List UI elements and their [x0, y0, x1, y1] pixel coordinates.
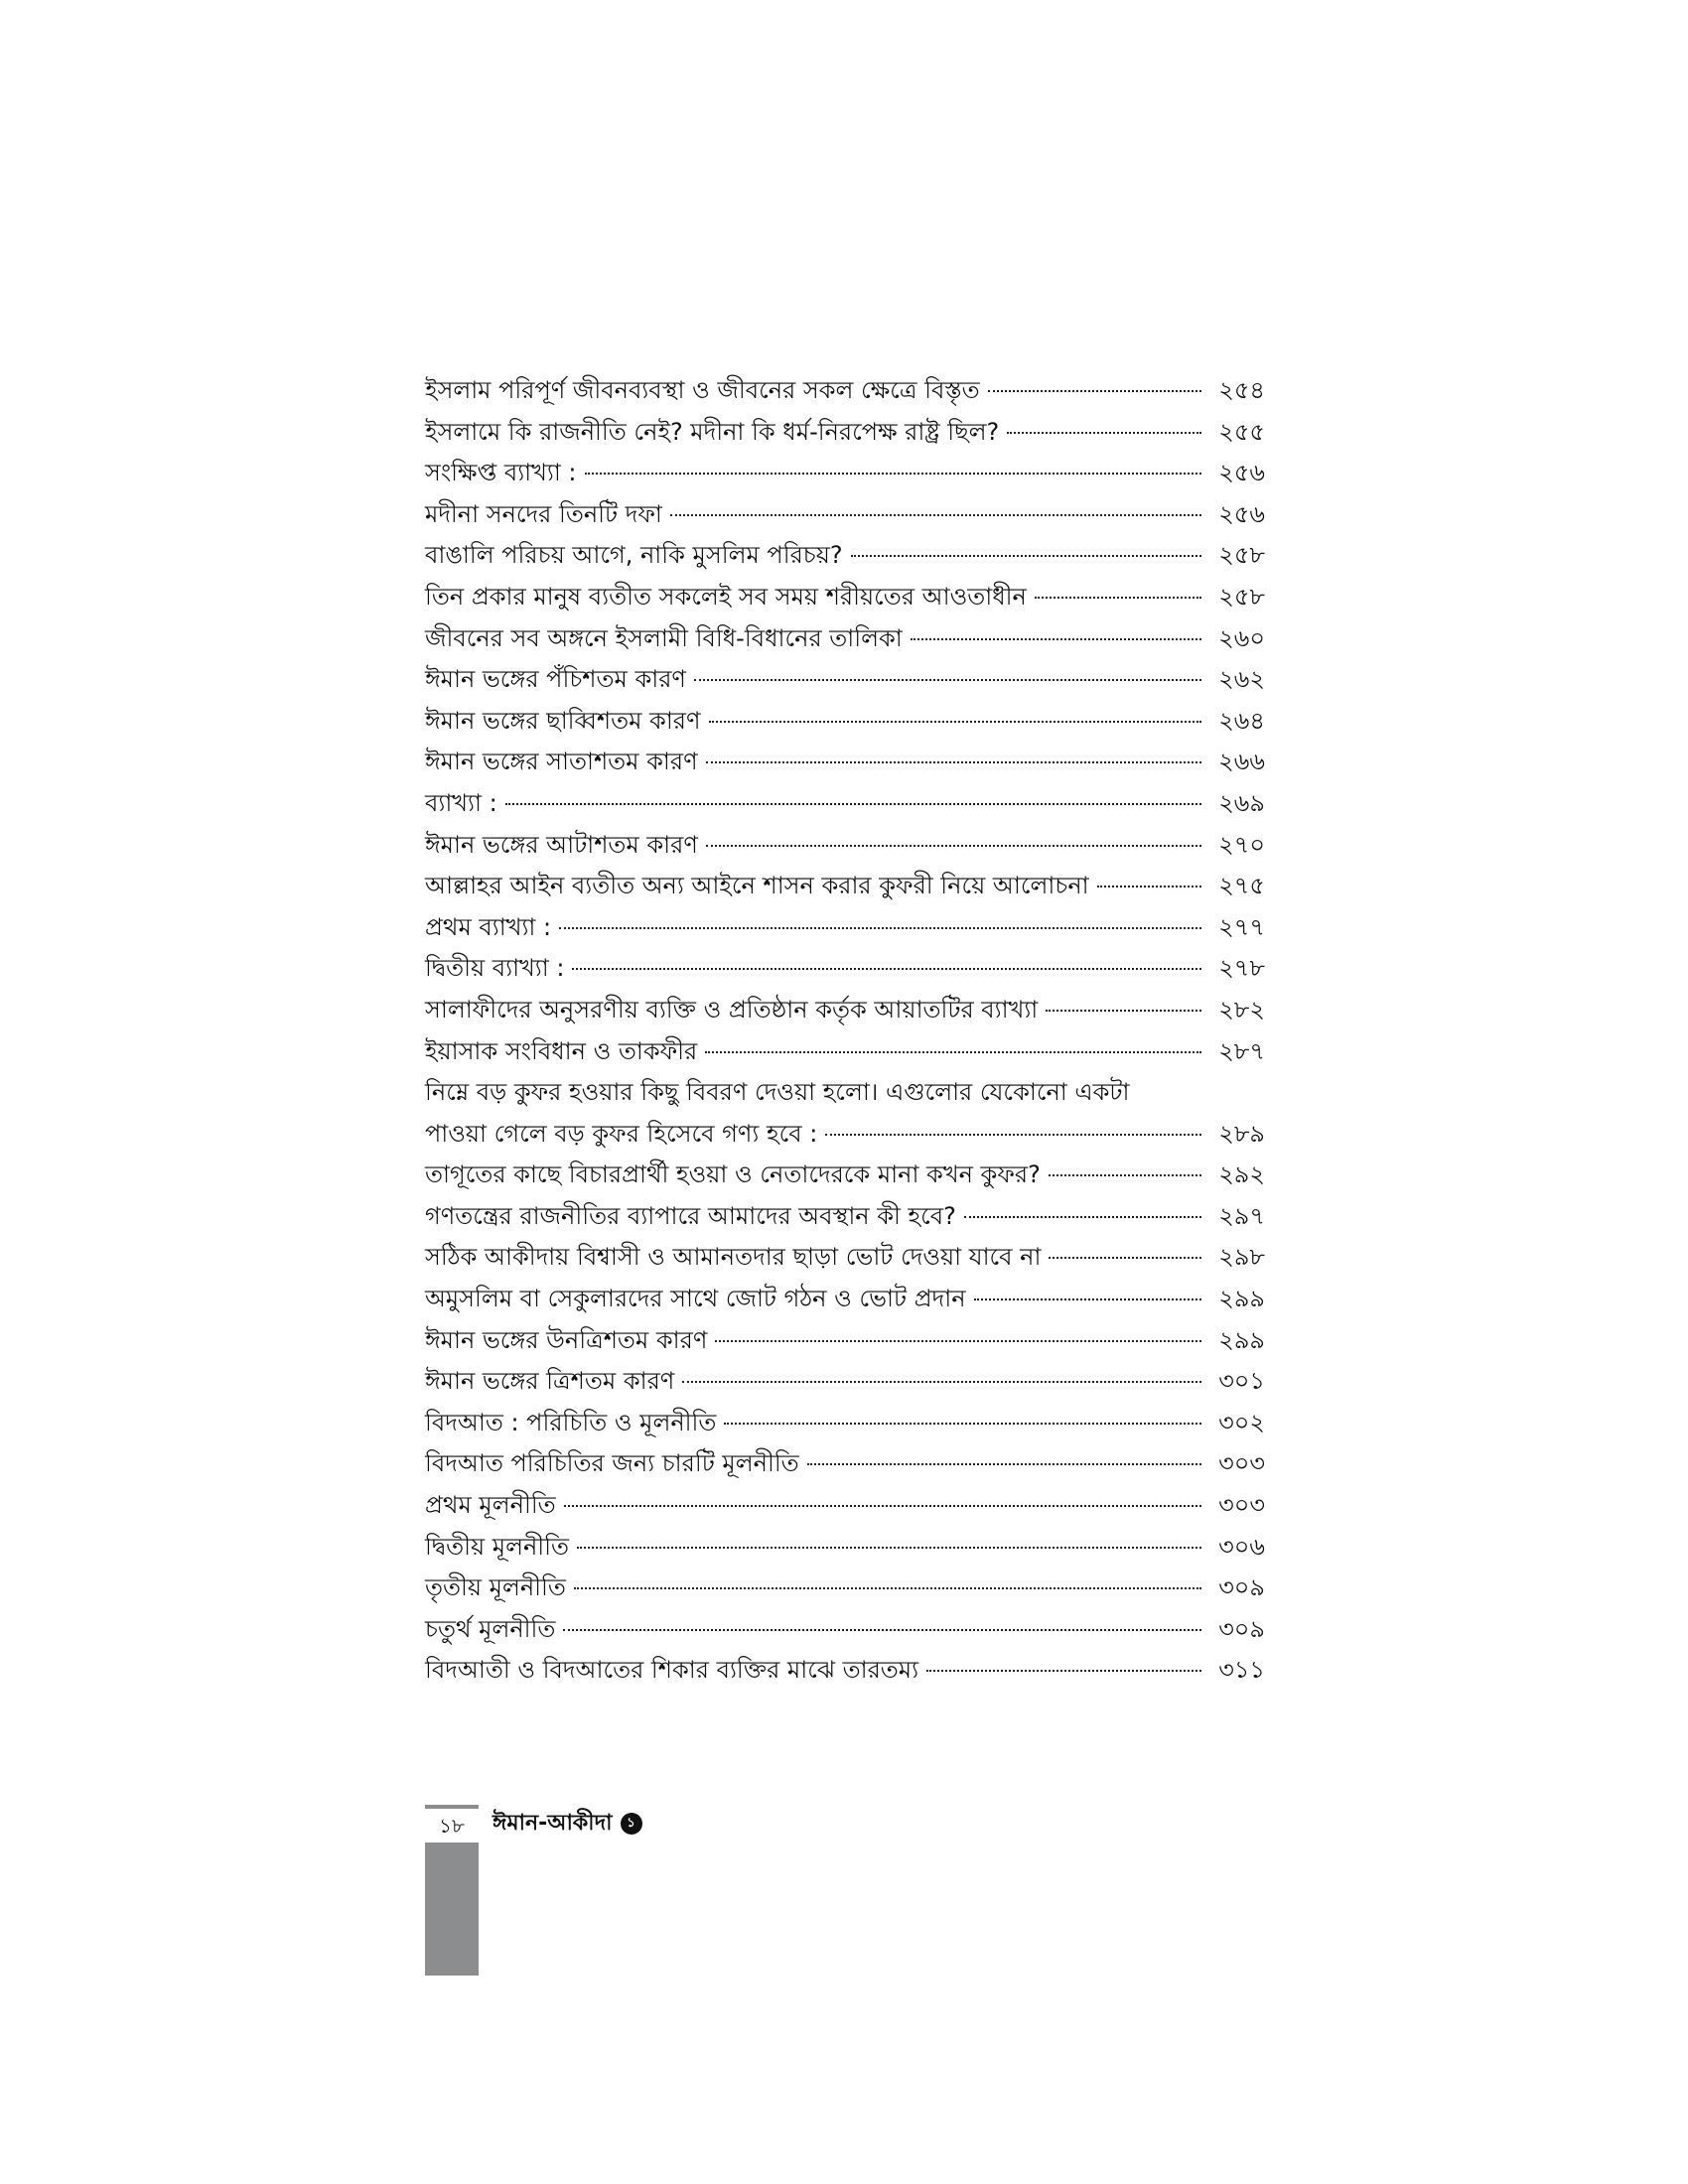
toc-entry-page: ২৯৮ — [1218, 1243, 1265, 1272]
dot-leader — [706, 761, 1201, 763]
toc-entry-page: ৩১১ — [1218, 1656, 1265, 1685]
toc-entry — [425, 412, 1265, 454]
dot-leader — [577, 1547, 1201, 1549]
toc-entry-last-line — [425, 1114, 1265, 1156]
toc-entry-title: তৃতীয় মূলনীতি — [425, 1573, 566, 1602]
toc-entry-title: ঈমান ভঙ্গের আটাশতম কারণ — [425, 830, 698, 859]
toc-entry — [425, 1485, 1265, 1527]
toc-entry-multiline — [425, 1072, 1265, 1155]
toc-entry-page: ৩০৩ — [1218, 1491, 1265, 1520]
dot-leader — [926, 1670, 1201, 1672]
toc-entry-page: ৩০২ — [1218, 1408, 1265, 1436]
toc-entry-title: অমুসলিম বা সেকুলারদের সাথে জোট গঠন ও ভোট প্রদান — [425, 1285, 966, 1313]
toc-entry-title: ঈমান ভঙ্গের ছাব্বিশতম কারণ — [425, 706, 701, 735]
footer-book-title-group — [492, 1805, 642, 1843]
footer-book-title: ঈমান-আকীদা — [492, 1811, 613, 1836]
dot-leader — [670, 514, 1201, 516]
toc-entry-title: ঈমান ভঙ্গের উনত্রিশতম কারণ — [425, 1325, 708, 1354]
toc-entry — [425, 494, 1265, 536]
dot-leader — [572, 968, 1201, 970]
dot-leader — [585, 473, 1201, 475]
toc-entry-page: ২৯৯ — [1218, 1325, 1265, 1354]
toc-entry-title: প্রথম মূলনীতি — [425, 1491, 556, 1520]
toc-entry-title: ইয়াসাক সংবিধান ও তাকফীর — [425, 1036, 698, 1065]
dot-leader — [974, 1298, 1201, 1300]
toc-entry-title: দ্বিতীয় মূলনীতি — [425, 1532, 570, 1561]
toc-entry-page: ২৬৪ — [1218, 706, 1265, 735]
toc-entry — [425, 1443, 1265, 1485]
toc-entry-page: ২৮২ — [1218, 995, 1265, 1024]
toc-entry — [425, 825, 1265, 867]
toc-entry-title: ঈমান ভঙ্গের সাতাশতম কারণ — [425, 748, 698, 776]
toc-entry-page: ২৫৮ — [1218, 541, 1265, 570]
dot-leader — [1049, 1174, 1201, 1176]
toc-entry-page: ২৬৬ — [1218, 748, 1265, 776]
toc-entry-title: তিন প্রকার মানুষ ব্যতীত সকলেই সব সময় শরীয়তের আওতাধীন — [425, 582, 1027, 611]
toc-entry — [425, 1650, 1265, 1692]
toc-entry-title: বিদআত : পরিচিতি ও মূলনীতি — [425, 1408, 717, 1436]
dot-leader — [724, 1423, 1201, 1425]
toc-entry-title: জীবনের সব অঙ্গনে ইসলামী বিধি-বিধানের তালিকা — [425, 623, 903, 652]
dot-leader — [911, 638, 1201, 640]
toc-entry-title-line2: পাওয়া গেলে বড় কুফর হিসেবে গণ্য হবে : — [425, 1119, 818, 1148]
dot-leader — [709, 721, 1201, 723]
toc-entry — [425, 1609, 1265, 1651]
toc-entry — [425, 742, 1265, 783]
toc-entry — [425, 1361, 1265, 1403]
toc-entry-title-line1: নিম্নে বড় কুফর হওয়ার কিছু বিবরণ দেওয়া হলো। এগুলোর যেকোনো একটা — [425, 1078, 1130, 1107]
toc-entry-page: ২৬০ — [1218, 623, 1265, 652]
toc-entry-title: বিদআত পরিচিতির জন্য চারটি মূলনীতি — [425, 1449, 799, 1478]
toc-entry-page: ২৫৪ — [1218, 376, 1265, 404]
toc-entry-title: চতুর্থ মূলনীতি — [425, 1614, 556, 1643]
toc-entry-page: ৩০৯ — [1218, 1614, 1265, 1643]
toc-entry — [425, 618, 1265, 660]
toc-entry — [425, 1568, 1265, 1609]
toc-entry-page: ২৫৫ — [1218, 417, 1265, 446]
dot-leader — [563, 1629, 1201, 1631]
dot-leader — [1049, 1257, 1201, 1259]
dot-leader — [694, 679, 1201, 681]
toc-entry-page: ২৭৭ — [1218, 912, 1265, 941]
dot-leader — [574, 1587, 1201, 1589]
toc-entry — [425, 783, 1265, 825]
dot-leader — [564, 1505, 1201, 1507]
toc-entry-title: ঈমান ভঙ্গের ত্রিশতম কারণ — [425, 1367, 675, 1396]
toc-entry — [425, 948, 1265, 990]
dot-leader — [706, 845, 1201, 847]
table-of-contents — [425, 370, 1265, 1692]
dot-leader — [1035, 597, 1201, 599]
toc-entry-title: বিদআতী ও বিদআতের শিকার ব্যক্তির মাঝে তারতম্য — [425, 1656, 919, 1685]
toc-entry-page: ২৯২ — [1218, 1160, 1265, 1189]
toc-entry-page: ২৬৯ — [1218, 788, 1265, 817]
toc-entry-title: বাঙালি পরিচয় আগে, নাকি মুসলিম পরিচয়? — [425, 541, 843, 570]
toc-entry — [425, 535, 1265, 577]
footer-page-number: ১৮ — [425, 1805, 479, 1843]
dot-leader — [682, 1381, 1201, 1383]
toc-entry-title: তাগূতের কাছে বিচারপ্রার্থী হওয়া ও নেতাদেরকে মানা কখন কুফর? — [425, 1160, 1041, 1189]
toc-entry-page: ২৮৭ — [1218, 1036, 1265, 1065]
dot-leader — [825, 1134, 1201, 1136]
toc-entry — [425, 1279, 1265, 1320]
toc-entry — [425, 1527, 1265, 1569]
toc-entry — [425, 1196, 1265, 1238]
dot-leader — [1046, 1010, 1201, 1012]
dot-leader — [988, 390, 1201, 392]
toc-entry-page: ৩০৬ — [1218, 1532, 1265, 1561]
toc-entry-page: ২৭০ — [1218, 830, 1265, 859]
toc-entry — [425, 659, 1265, 701]
toc-entry-page: ৩০৯ — [1218, 1573, 1265, 1602]
toc-entry — [425, 1237, 1265, 1279]
dot-leader — [807, 1463, 1201, 1465]
toc-entry-title: গণতন্ত্রের রাজনীতির ব্যাপারে আমাদের অবস্থান কী হবে? — [425, 1201, 956, 1230]
toc-entry-page: ২৭৫ — [1218, 872, 1265, 900]
toc-entry — [425, 370, 1265, 412]
toc-entry-title: প্রথম ব্যাখ্যা : — [425, 912, 552, 941]
dot-leader — [705, 1051, 1201, 1053]
toc-entry-page: ২৯৯ — [1218, 1285, 1265, 1313]
dot-leader — [715, 1340, 1201, 1342]
toc-entry-title: সংক্ষিপ্ত ব্যাখ্যা : — [425, 459, 577, 487]
toc-entry-title: ব্যাখ্যা : — [425, 788, 497, 817]
dot-leader — [559, 927, 1201, 929]
toc-entry-page: ২৫৮ — [1218, 582, 1265, 611]
toc-entry-page: ২৬২ — [1218, 665, 1265, 694]
toc-entry-page: ২৫৬ — [1218, 459, 1265, 487]
volume-badge-icon: ১ — [621, 1813, 642, 1835]
toc-entry-page: ২৭৮ — [1218, 954, 1265, 983]
toc-entry-title: মদীনা সনদের তিনটি দফা — [425, 499, 662, 528]
toc-entry — [425, 577, 1265, 618]
toc-entry — [425, 866, 1265, 907]
toc-entry-title: ইসলাম পরিপূর্ণ জীবনব্যবস্থা ও জীবনের সকল ক্ষেত্রে বিস্তৃত — [425, 376, 980, 404]
toc-entry — [425, 990, 1265, 1031]
toc-entry-page: ৩০১ — [1218, 1367, 1265, 1396]
toc-entry-title: সঠিক আকীদায় বিশ্বাসী ও আমানতদার ছাড়া ভোট দেওয়া যাবে না — [425, 1243, 1042, 1272]
toc-entry — [425, 1155, 1265, 1196]
toc-entry-page: ২৫৬ — [1218, 499, 1265, 528]
toc-entry — [425, 1320, 1265, 1362]
dot-leader — [851, 555, 1201, 557]
toc-entry-title: ইসলামে কি রাজনীতি নেই? মদীনা কি ধর্ম-নিরপেক্ষ রাষ্ট্র ছিল? — [425, 417, 1000, 446]
toc-entry — [425, 453, 1265, 494]
toc-entry-page: ২৯৭ — [1218, 1201, 1265, 1230]
toc-entry-title: আল্লাহর আইন ব্যতীত অন্য আইনে শাসন করার কুফরী নিয়ে আলোচনা — [425, 872, 1089, 900]
toc-entry-title: দ্বিতীয় ব্যাখ্যা : — [425, 954, 565, 983]
toc-entry-page: ২৮৯ — [1218, 1119, 1265, 1148]
dot-leader — [1007, 432, 1201, 434]
toc-entry — [425, 701, 1265, 743]
toc-entry — [425, 1031, 1265, 1073]
toc-entry — [425, 907, 1265, 949]
dot-leader — [505, 803, 1201, 805]
dot-leader — [964, 1216, 1201, 1218]
toc-entry — [425, 1403, 1265, 1444]
toc-entry-title: সালাফীদের অনুসরণীয় ব্যক্তি ও প্রতিষ্ঠান কর্তৃক আয়াতটির ব্যাখ্যা — [425, 995, 1039, 1024]
toc-entry-page: ৩০৩ — [1218, 1449, 1265, 1478]
dot-leader — [1097, 886, 1201, 887]
toc-entry-title: ঈমান ভঙ্গের পঁচিশতম কারণ — [425, 665, 686, 694]
